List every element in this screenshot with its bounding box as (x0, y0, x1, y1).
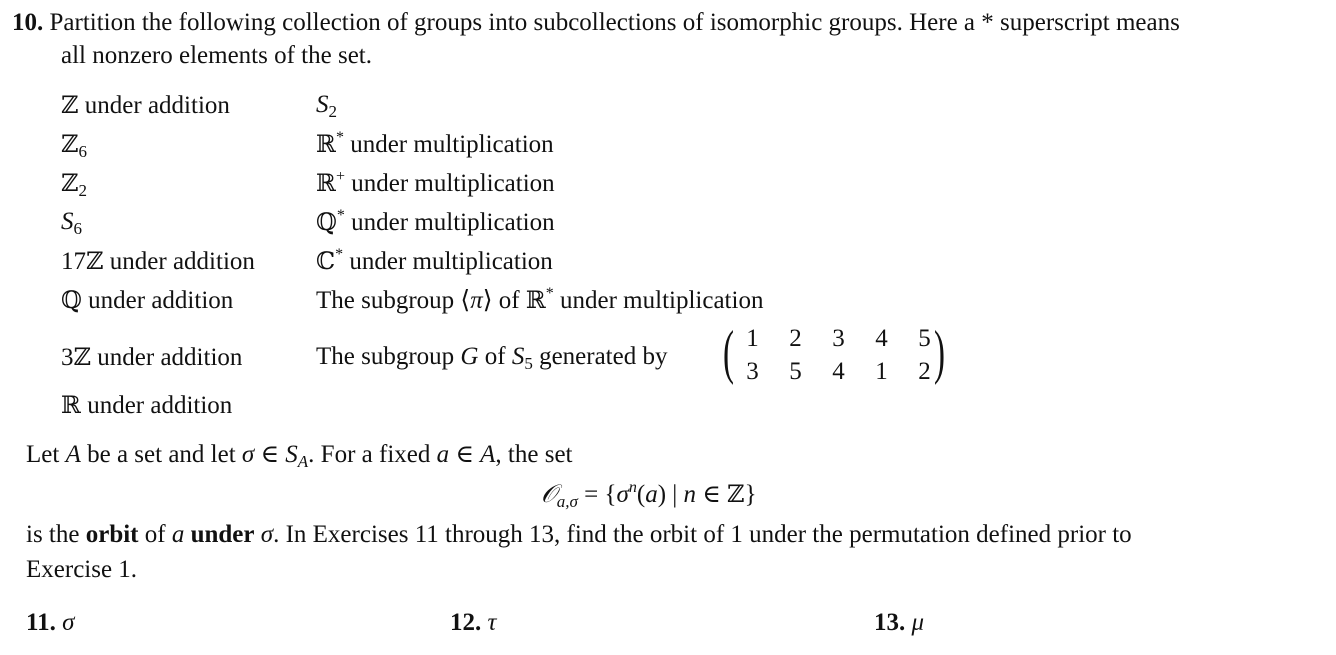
perm-top-row: 1 2 3 4 5 (746, 325, 931, 352)
exercise-13: 13. μ (874, 609, 925, 636)
problem-10 (12, 8, 1180, 38)
list-item: 17ℤ under addition (61, 247, 255, 275)
list-item: 3ℤ under addition (61, 343, 243, 371)
problem-10-line1: Partition the following collection of groups into subcollections of isomorphic groups. Here a * superscript means (49, 9, 1180, 36)
left-paren: ( (723, 319, 734, 385)
problem-number: 10. (12, 9, 44, 36)
list-item: ℝ* under multiplication (316, 129, 554, 158)
orbit-intro: Let A be a set and let σ ∈ $S_A$. For a fixed a ∈ A, the set (26, 441, 573, 471)
right-paren: ) (934, 319, 945, 385)
exercise-12: 12. τ (450, 609, 497, 636)
list-item: $S_2$ (316, 91, 337, 121)
list-item: ℚ under addition (61, 286, 234, 314)
list-item: ℂ* under multiplication (316, 246, 553, 275)
list-item: ℚ* under multiplication (316, 207, 555, 236)
list-item: ℝ+ under multiplication (316, 168, 555, 197)
list-item: ℤ$_2$ (61, 169, 88, 200)
list-item: $S_6$ (61, 208, 82, 238)
list-item: ℝ under addition (61, 391, 233, 419)
perm-bottom-row: 3 5 4 1 2 (746, 358, 931, 385)
problem-10-line2: all nonzero elements of the set. (61, 42, 372, 69)
orbit-text-line1: is the orbit of a under σ. In Exercises 11 through 13, find the orbit of 1 under the permutation defined prior to (26, 521, 1132, 548)
orbit-text-line2: Exercise 1. (26, 556, 138, 583)
list-item: The subgroup G of $S_5$ generated by (316, 343, 668, 373)
list-item: The subgroup ⟨π⟩ of ℝ* under multiplication (316, 285, 764, 314)
orbit-definition: 𝒪$_{a,\sigma}$ = {$\sigma^n(a)$ | n ∈ ℤ} (541, 479, 757, 511)
list-item: ℤ$_6$ (61, 130, 88, 161)
exercise-11: 11. σ (26, 609, 75, 636)
list-item: ℤ under addition (61, 91, 230, 119)
